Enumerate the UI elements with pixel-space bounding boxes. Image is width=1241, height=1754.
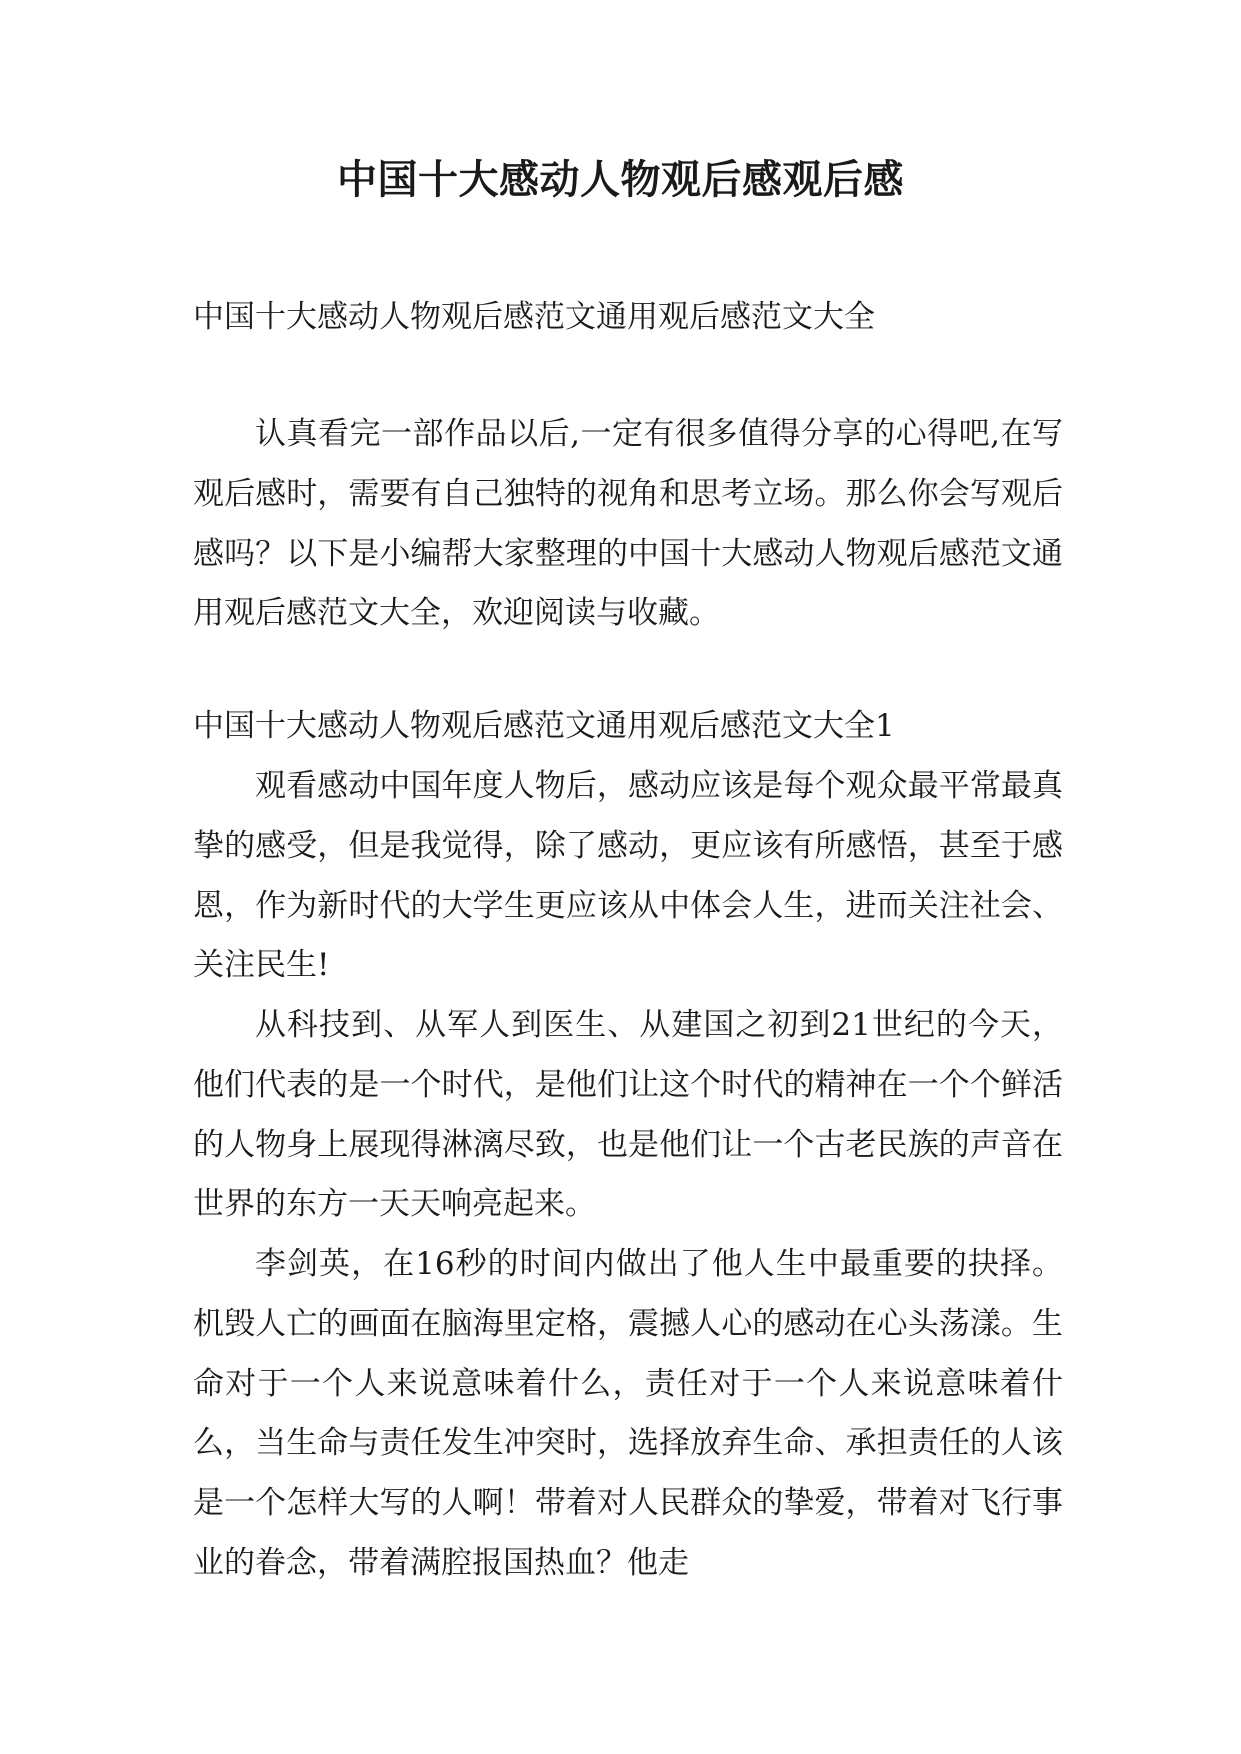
document-subtitle: 中国十大感动人物观后感范文通用观后感范文大全 bbox=[193, 299, 875, 335]
body-paragraph: 观看感动中国年度人物后，感动应该是每个观众最平常最真挚的感受，但是我觉得，除了感动，更应该有所感悟，甚至于感恩，作为新时代的大学生更应该从中体会人生，进而关注社会、关注民生! bbox=[193, 768, 1063, 984]
page-title: 中国十大感动人物观后感观后感 bbox=[337, 156, 904, 203]
intro-paragraph: 认真看完一部作品以后,一定有很多值得分享的心得吧,在写观后感时，需要有自己独特的视角和思考立场。那么你会写观后感吗？以下是小编帮大家整理的中国十大感动人物观后感范文通用观后感范文大全，欢迎阅读与收藏。 bbox=[193, 416, 1063, 632]
body-paragraph: 李剑英，在16秒的时间内做出了他人生中最重要的抉择。机毁人亡的画面在脑海里定格，震撼人心的感动在心头荡漾。生命对于一个人来说意味着什么，责任对于一个人来说意味着什么，当生命与责任发生冲突时，选择放弃生命、承担责任的人该是一个怎样大写的人啊！带着对人民群众的挚爱，带着对飞行事业的眷念，带着满腔报国热血？他走 bbox=[193, 1246, 1063, 1581]
body-paragraph: 从科技到、从军人到医生、从建国之初到21世纪的今天，他们代表的是一个时代，是他们让这个时代的精神在一个个鲜活的人物身上展现得淋漓尽致，也是他们让一个古老民族的声音在世界的东方一天天响亮起来。 bbox=[193, 1007, 1063, 1223]
section-heading: 中国十大感动人物观后感范文通用观后感范文大全1 bbox=[193, 708, 895, 744]
